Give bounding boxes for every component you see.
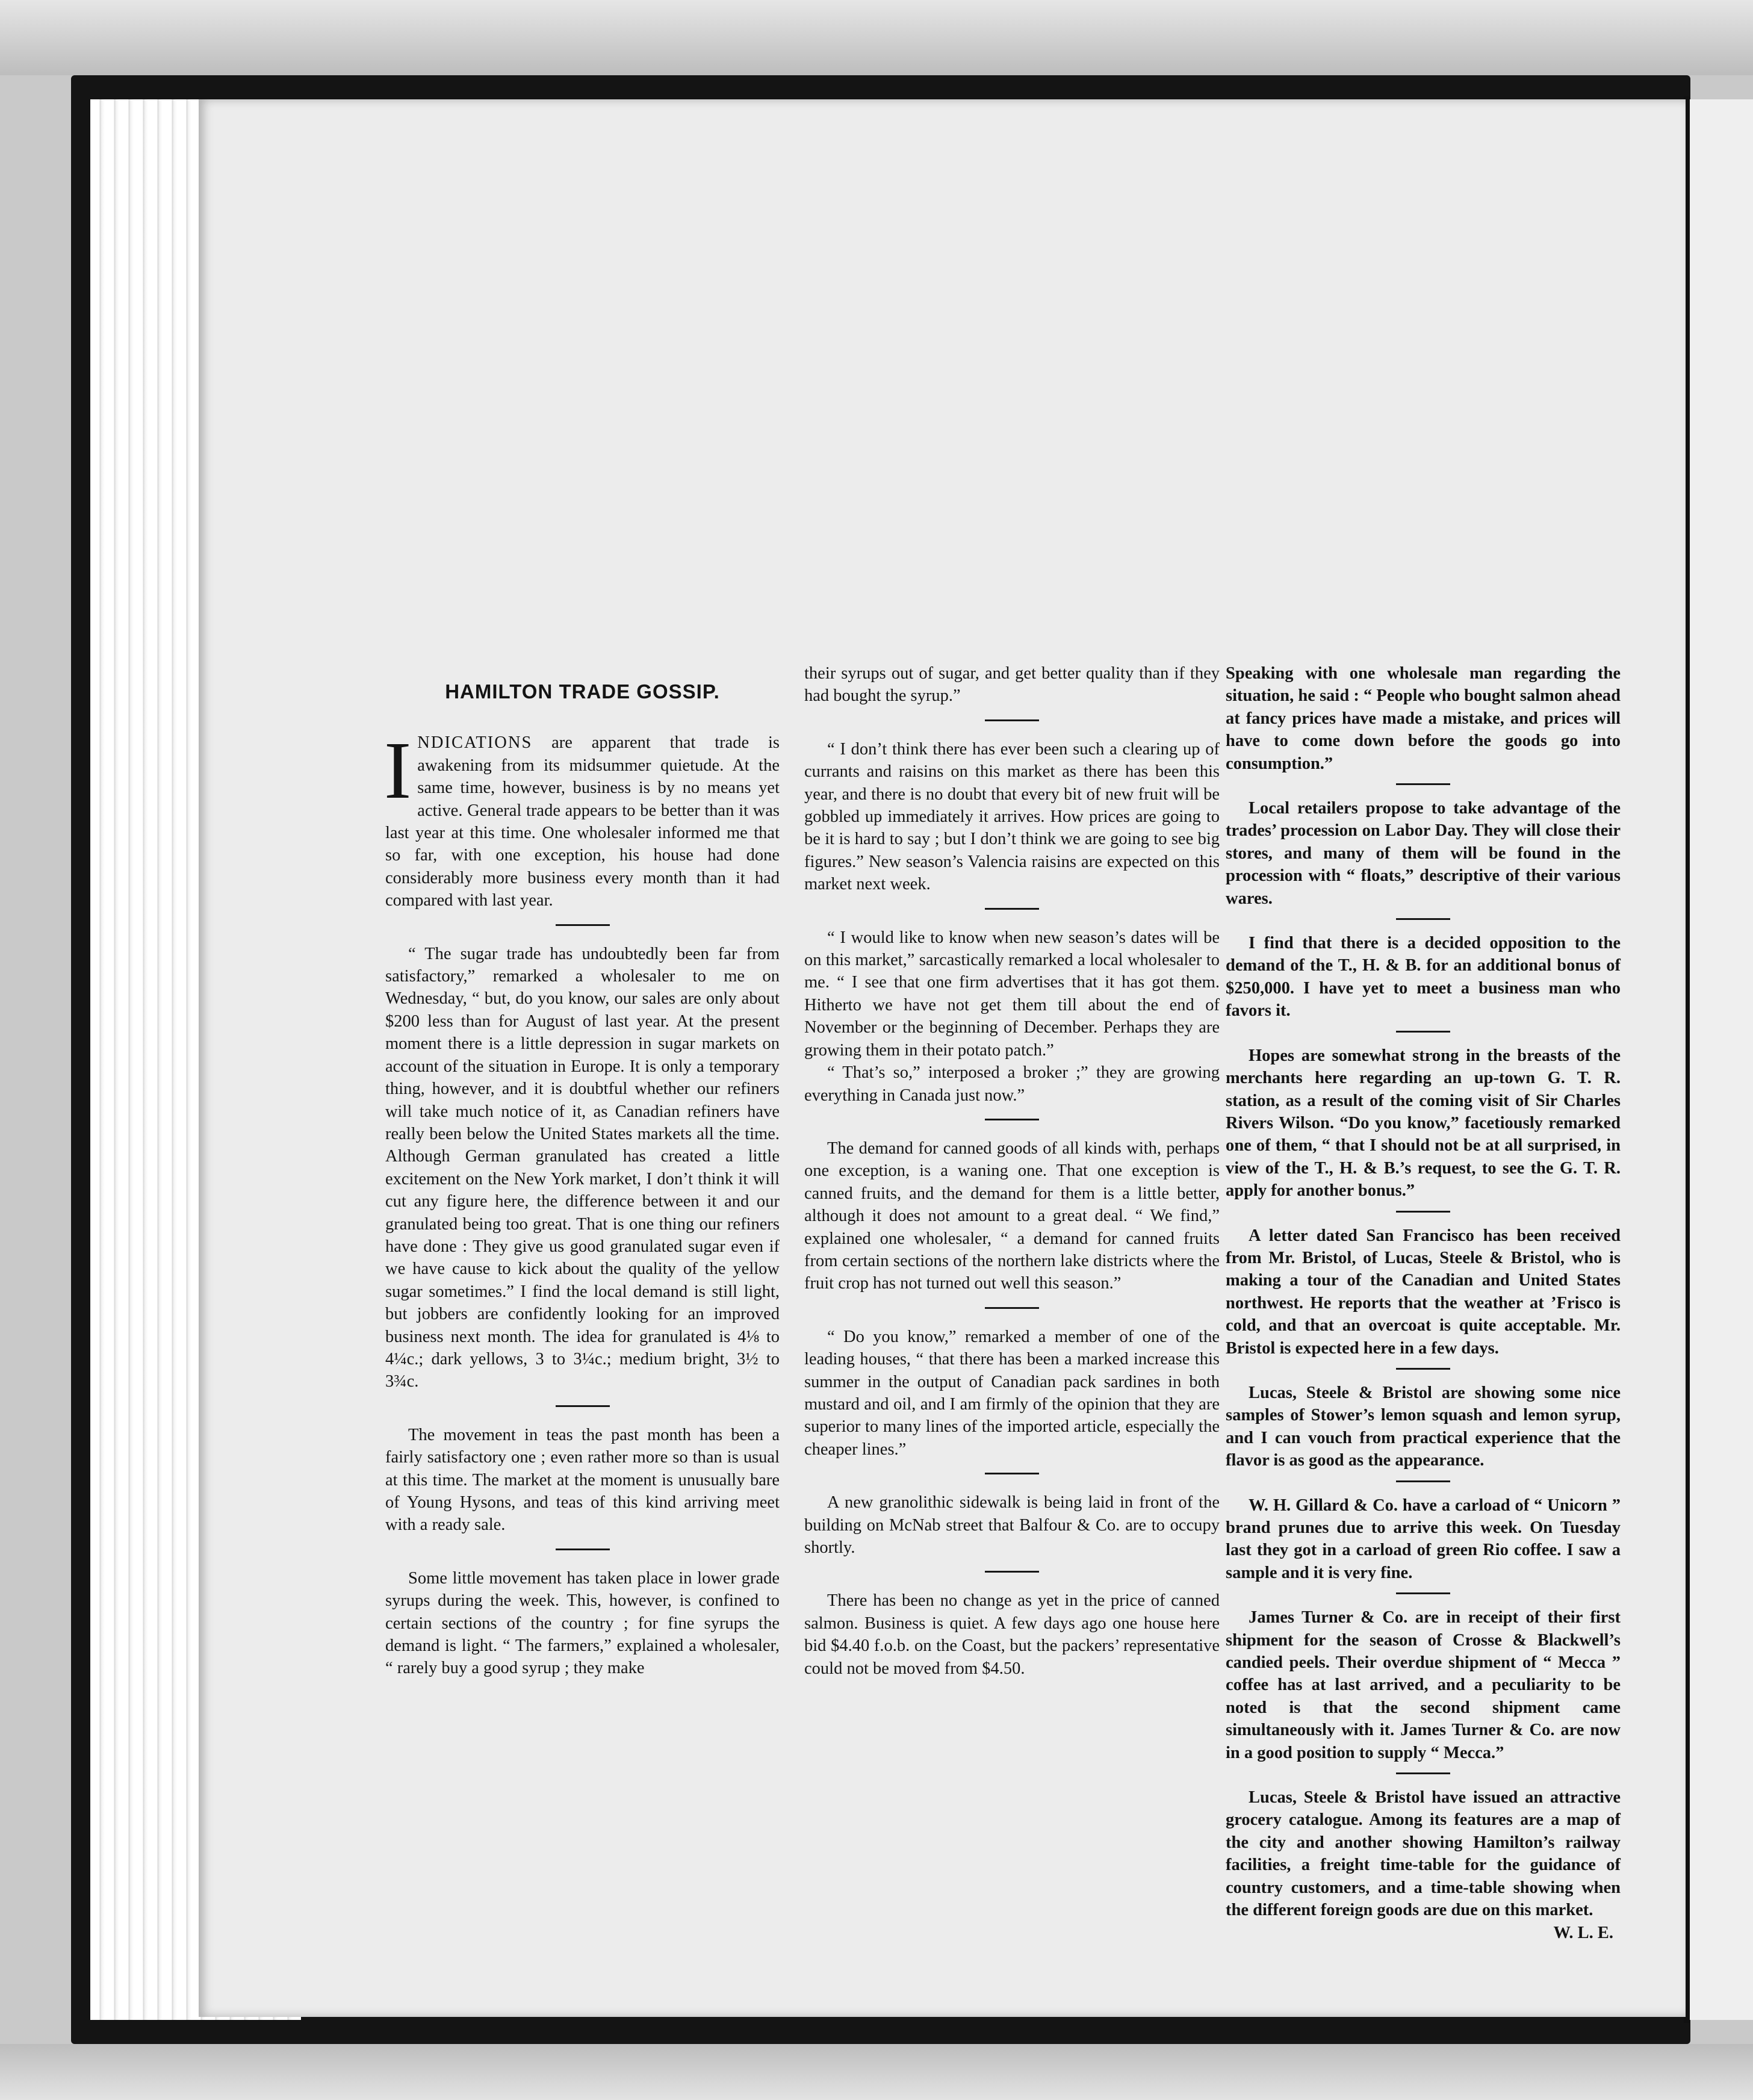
section-rule [1396, 1480, 1450, 1482]
section-rule [556, 1405, 610, 1407]
paragraph-sugar-trade: “ The sugar trade has undoubtedly been far from satisfactory,” remarked a wholesaler to me on Wednesday, “ but, do you know, our sales are only about $200 less than for August of last year. At the present moment there is a little depression in sugar markets on account of the situation in Europe. It is only a temporary thing, however, and it is doubtful whether our refiners will take much notice of it, as Canadian refiners have really been below the United States markets all the time. Although German granulated has created a little excitement on the New York market, I don’t think it will cut any figure here, the difference between it and our granulated being too great. That is one thing our refiners have done : They give us good granulated sugar even if we have cause to kick about the quality of the yellow sugar sometimes.” I find the local demand is still light, but jobbers are confidently looking for an improved business next month. The idea for granulated is 4⅛ to 4¼c.; dark yellows, 3 to 3¼c.; medium bright, 3½ to 3¾c. [385, 944, 780, 1391]
paragraph-syrups: Some little movement has taken place in lower grade syrups during the week. This, however, is confined to certain sections of the country ; for fine syrups the demand is light. “ The farmers,” explained a wholesaler, “ rarely buy a good syrup ; they make [385, 1568, 780, 1678]
section-rule [556, 1549, 610, 1550]
paragraph-canned-salmon: There has been no change as yet in the price of canned salmon. Business is quiet. A few days ago one house here bid $4.40 f.o.b. on the Coast, but the packers’ representative could not be moved from $4.50. [804, 1591, 1220, 1678]
scan-background-bottom [0, 2044, 1753, 2100]
article-column-2 [804, 662, 1220, 1680]
section-rule [1396, 1592, 1450, 1594]
paragraph-teas: The movement in teas the past month has been a fairly satisfactory one ; even rather more so than is usual at this time. The market at the moment is unusually bare of Young Hysons, and teas of this kind arriving meet with a ready sale. [385, 1425, 780, 1535]
section-rule [1396, 1031, 1450, 1033]
section-rule [985, 1307, 1039, 1309]
drop-cap: I [384, 725, 412, 816]
section-rule [985, 908, 1039, 910]
paragraph-bristol-letter: A letter dated San Francisco has been received from Mr. Bristol, of Lucas, Steele & Bristol, who is making a tour of the Canadian and United States northwest. He reports that the weather at ’Frisco is cold, and that an overcoat is quite acceptable. Mr. Bristol is expected here in a few days. [1226, 1226, 1621, 1358]
article-column-3 [1226, 662, 1621, 1944]
paragraph-lemon-squash: Lucas, Steele & Bristol are showing some nice samples of Stower’s lemon squash and lemon syrup, and I can vouch from practical experience that the flavor is as good as the appearance. [1226, 1383, 1621, 1470]
article-column-1 [385, 668, 780, 1680]
section-rule [556, 924, 610, 926]
section-rule [985, 1571, 1039, 1573]
article-headline: HAMILTON TRADE GOSSIP. [445, 680, 720, 703]
paragraph-gillard-prunes: W. H. Gillard & Co. have a carload of “ Unicorn ” brand prunes due to arrive this week. On Tuesday last they got in a carload of green Rio coffee. I saw a sample and it is very fine. [1226, 1496, 1621, 1582]
section-rule [1396, 1368, 1450, 1370]
paragraph-gtr-station: Hopes are somewhat strong in the breasts of the merchants here regarding an up-town G. T. R. station, as a result of the coming visit of Sir Charles Rivers Wilson. “Do you know,” facetiously remarked one of them, “ that I should not be at all surprised, in view of the T., H. & B.’s request, to see the G. T. R. apply for another bonus.” [1226, 1046, 1621, 1201]
lead-smallcaps: NDICATIONS [417, 733, 533, 753]
paragraph-grocery-catalogue [1226, 1786, 1621, 1942]
paragraph-sardines: “ Do you know,” remarked a member of one of the leading houses, “ that there has been a marked increase this summer in the output of Canadian pack sardines in both mustard and oil, and I am firmly of the opinion that they are superior to many lines of the imported article, especially the cheaper lines.” [804, 1327, 1220, 1459]
paragraph-labor-day: Local retailers propose to take advantage of the trades’ procession on Labor Day. They will close their stores, and many of them will be found in the procession with “ floats,” descriptive of their various wares. [1226, 799, 1621, 908]
paragraph-bonus-opposition: I find that there is a decided opposition to the demand of the T., H. & B. for an additional bonus of $250,000. I have yet to meet a business man who favors it. [1226, 934, 1621, 1020]
section-rule [985, 1119, 1039, 1120]
paragraph-salmon-wholesaler: Speaking with one wholesale man regarding the situation, he said : “ People who bought salmon ahead at fancy prices have made a mistake, and prices will have to come down before the goods go into consumption.” [1226, 664, 1621, 773]
facing-page-edge [1689, 99, 1753, 2020]
paragraph-canned-goods: The demand for canned goods of all kinds with, perhaps one exception, is a waning one. That one exception is canned fruits, and the demand for them is a little better, although it does not amount to a great deal. “ We find,” explained one wholesaler, “ a demand for canned fruits from certain sections of the northern lake districts where the fruit crop has not turned out well this season.” [804, 1139, 1220, 1293]
paragraph-broker: “ That’s so,” interposed a broker ;” they are growing everything in Canada just now.” [804, 1063, 1220, 1105]
section-rule [1396, 1211, 1450, 1213]
paragraph-sidewalk: A new granolithic sidewalk is being laid in front of the building on McNab street that Balfour & Co. are to occupy shortly. [804, 1493, 1220, 1557]
paragraph-turner-peels: James Turner & Co. are in receipt of their first shipment for the season of Crosse & Blackwell’s candied peels. Their overdue shipment of “ Mecca ” coffee has at last arrived, and a peculiarity to be noted is that the second shipment came simultaneously with it. James Turner & Co. are now in a good position to supply “ Mecca.” [1226, 1608, 1621, 1762]
paragraph-dates: “ I would like to know when new season’s dates will be on this market,” sarcastically remarked a local wholesaler to me. “ I see that one firm advertises that it has got them. Hitherto we have not get them till about the end of November or the beginning of December. Perhaps they are growing them in their potato patch.” [804, 928, 1220, 1060]
scan-background-top [0, 0, 1753, 75]
author-signature: W. L. E. [1553, 1923, 1613, 1942]
paragraph-syrups-continued: their syrups out of sugar, and get better quality than if they had bought the syrup.” [804, 664, 1220, 706]
lead-text: are apparent that trade is awakening from its midsummer quietude. At the same time, however, business is by no means yet active. General trade appears to be better than it was last year at this time. One wholesaler informed me that so far, with one exception, his house had done considerably more business every month than it had compared with last year. [385, 733, 780, 910]
section-rule [985, 1473, 1039, 1474]
article-lead-paragraph [384, 725, 780, 912]
section-rule [1396, 1772, 1450, 1774]
section-rule [1396, 783, 1450, 785]
section-rule [985, 719, 1039, 721]
paragraph-currants-raisins: “ I don’t think there has ever been such a clearing up of currants and raisins on this market as there has been this year, and there is no doubt that every bit of new fruit will be gobbled up immediately it arrives. How prices are going to be it is hard to say ; but I don’t think we are going to see big figures.” New season’s Valencia raisins are expected on this market next week. [804, 739, 1220, 894]
section-rule [1396, 918, 1450, 920]
catalogue-text: Lucas, Steele & Bristol have issued an attractive grocery catalogue. Among its features are a map of the city and another showing Hamilton’s railway facilities, a freight time-table for the guidance of country customers, and a time-table showing when the different foreign goods are due on this market. [1226, 1788, 1621, 1920]
